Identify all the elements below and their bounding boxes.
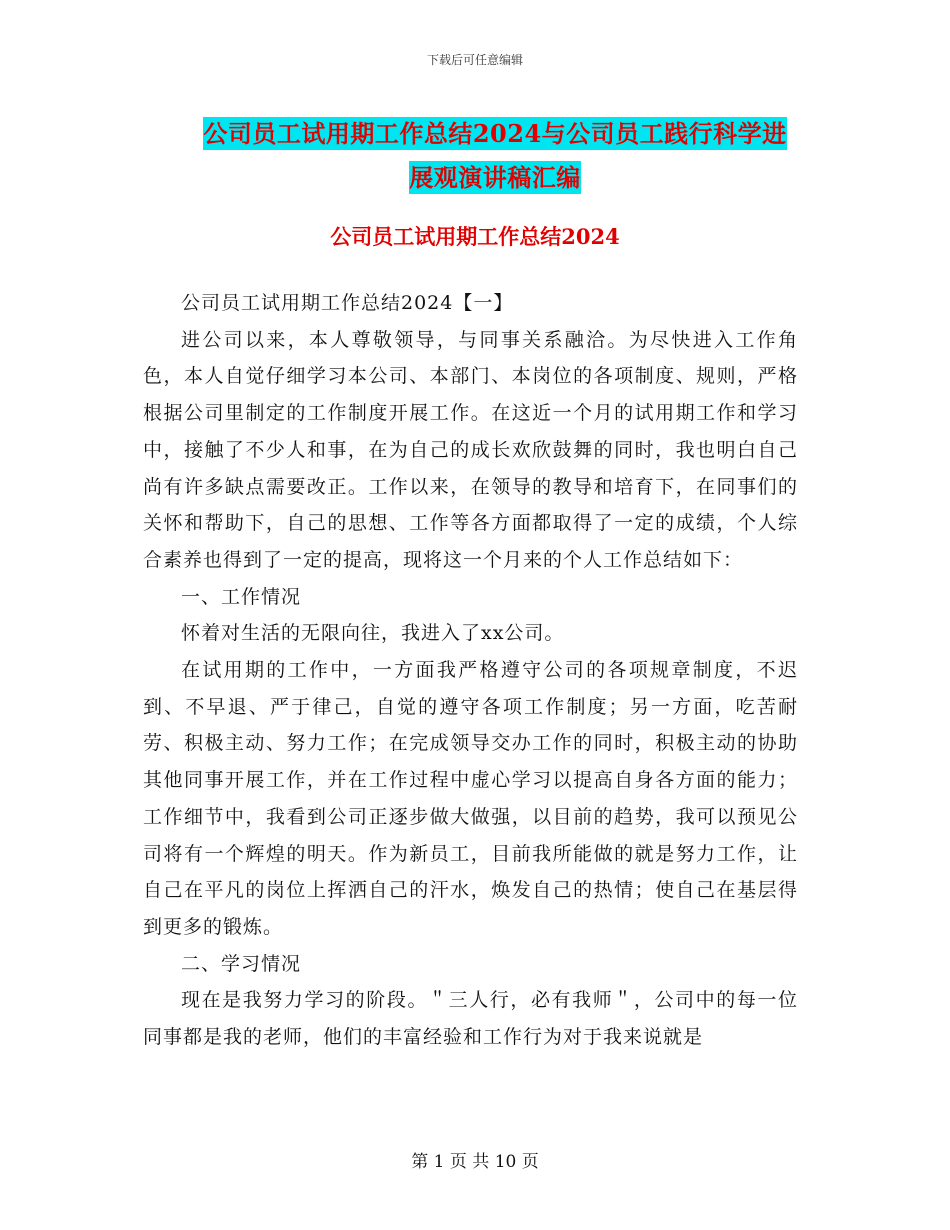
- paragraph: 怀着对生活的无限向往，我进入了xx公司。: [181, 622, 565, 645]
- paragraph-heading-work: 一、工作情况: [181, 585, 302, 608]
- paragraph-subheading: 公司员工试用期工作总结2024【一】: [181, 292, 514, 314]
- document-title-line-1: 公司员工试用期工作总结2024与公司员工践行科学进: [203, 119, 787, 148]
- page-number-footer: 第 1 页 共 10 页: [411, 1152, 539, 1172]
- section-title: 公司员工试用期工作总结2024: [330, 224, 620, 249]
- document-body: [143, 285, 798, 1056]
- page-header-note: 下载后可任意编辑: [426, 53, 523, 67]
- paragraph-heading-study: 二、学习情况: [181, 952, 302, 975]
- paragraph: 进公司以来，本人尊敬领导，与同事关系融洽。为尽快进入工作角色，本人自觉仔细学习本公司、本部门、本岗位的各项制度、规则，严格根据公司里制定的工作制度开展工作。在这近一个月的试用期工作和学习中，接触了不少人和事，在为自己的成长欢欣鼓舞的同时，我也明白自己尚有许多缺点需要改正。工作以来，在领导的教导和培育下，在同事们的关怀和帮助下，自己的思想、工作等各方面都取得了一定的成绩，个人综合素养也得到了一定的提高，现将这一个月来的个人工作总结如下：: [143, 328, 798, 571]
- paragraph: 在试用期的工作中，一方面我严格遵守公司的各项规章制度，不迟到、不早退、严于律己，自觉的遵守各项工作制度；另一方面，吃苦耐劳、积极主动、努力工作；在完成领导交办工作的同时，积极主动的协助其他同事开展工作，并在工作过程中虚心学习以提高自身各方面的能力；工作细节中，我看到公司正逐步做大做强，以目前的趋势，我可以预见公司将有一个辉煌的明天。作为新员工，目前我所能做的就是努力工作，让自己在平凡的岗位上挥洒自己的汗水，焕发自己的热情；使自己在基层得到更多的锻炼。: [143, 659, 798, 938]
- document-title: [140, 112, 850, 200]
- paragraph: 现在是我努力学习的阶段。＂三人行，必有我师＂，公司中的每一位同事都是我的老师，他们的丰富经验和工作行为对于我来说就是: [143, 989, 798, 1049]
- document-title-line-2: 展观演讲稿汇编: [409, 163, 581, 192]
